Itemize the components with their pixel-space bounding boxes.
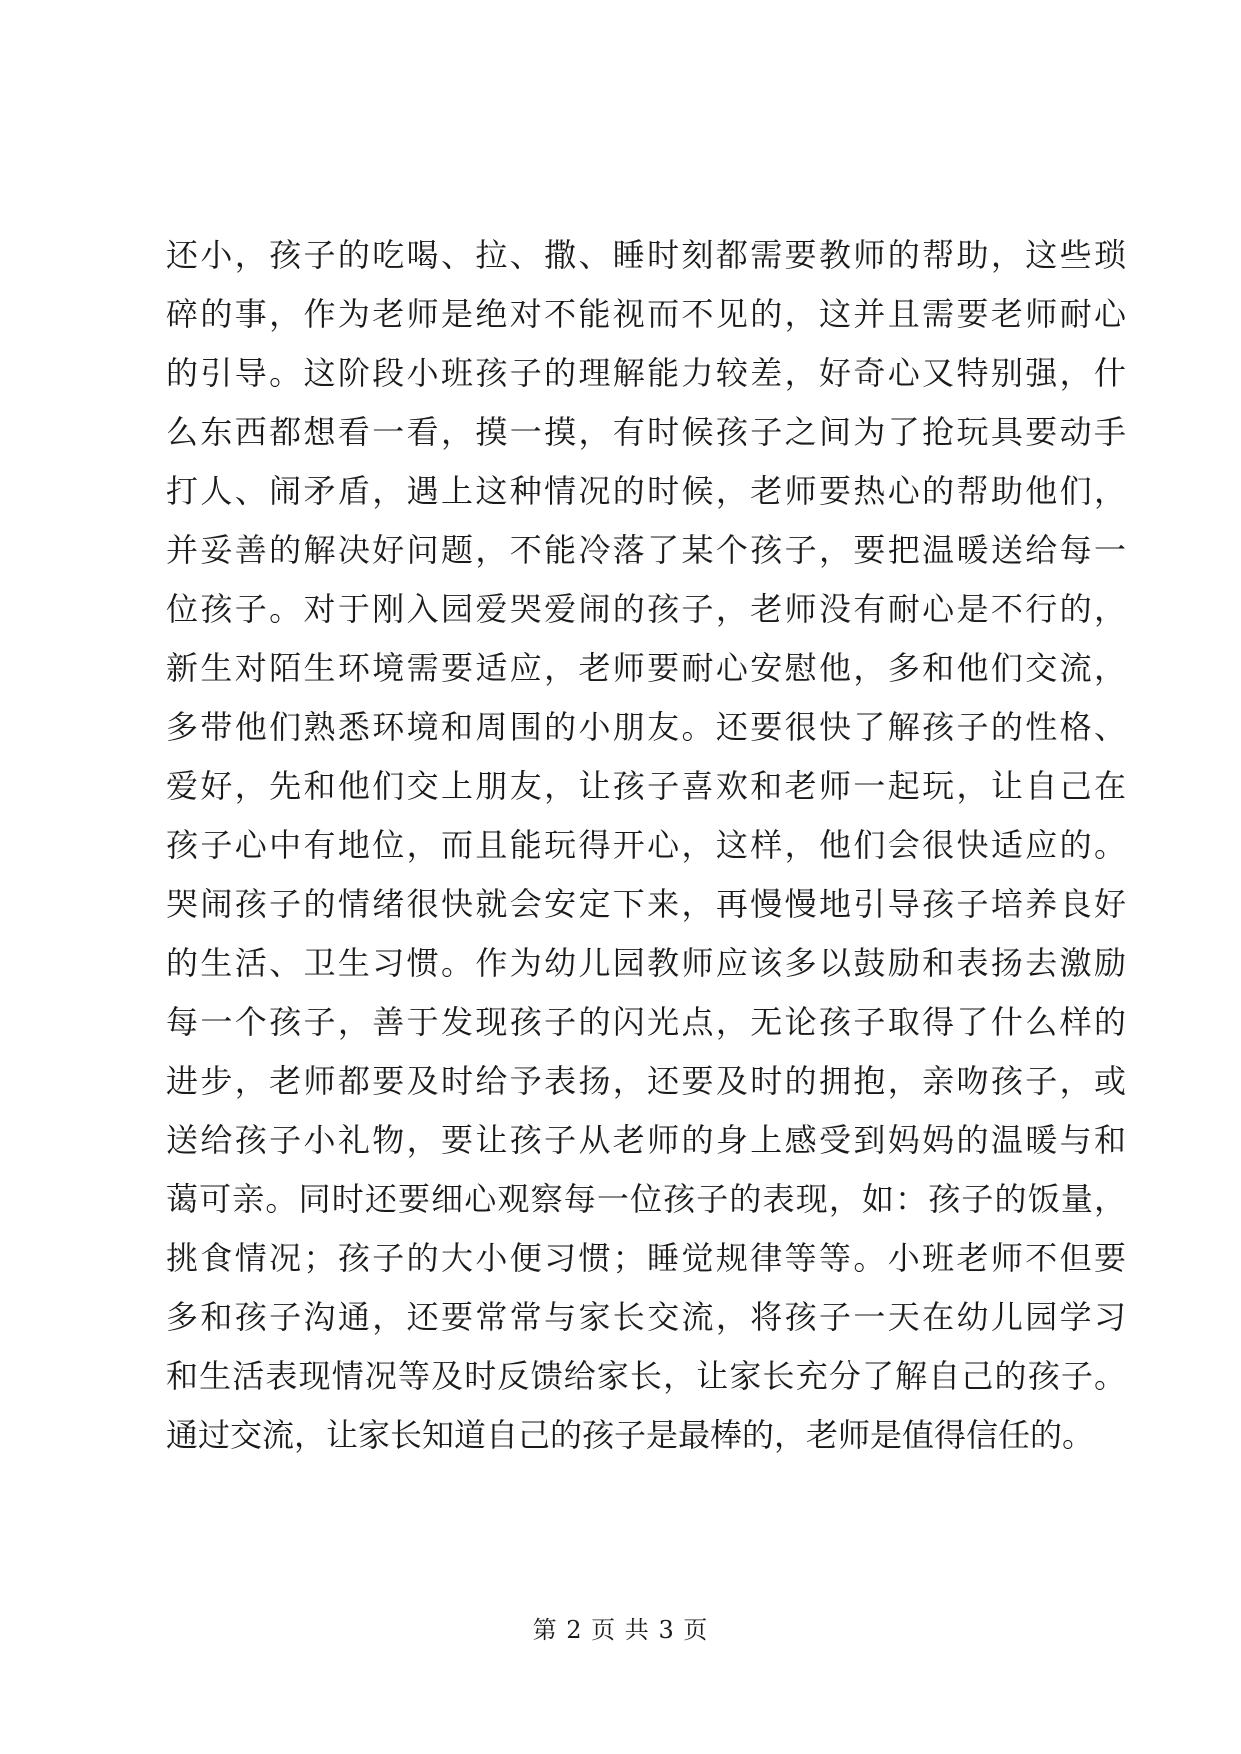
- text-line: 么东西都想看一看，摸一摸，有时候孩子之间为了抢玩具要动手: [166, 413, 1126, 451]
- text-line: 打人、闹矛盾，遇上这种情况的时候，老师要热心的帮助他们，: [166, 472, 1126, 510]
- text-line: 位孩子。对于刚入园爱哭爱闹的孩子，老师没有耐心是不行的，: [166, 590, 1126, 628]
- page-number-footer: 第 2 页 共 3 页: [532, 1616, 709, 1644]
- text-line: 挑食情况；孩子的大小便习惯；睡觉规律等等。小班老师不但要: [166, 1239, 1126, 1277]
- text-line: 的引导。这阶段小班孩子的理解能力较差，好奇心又特别强，什: [166, 354, 1126, 392]
- text-line: 送给孩子小礼物，要让孩子从老师的身上感受到妈妈的温暖与和: [166, 1121, 1126, 1159]
- text-line: 并妥善的解决好问题，不能冷落了某个孩子，要把温暖送给每一: [166, 531, 1126, 569]
- text-line: 进步，老师都要及时给予表扬，还要及时的拥抱，亲吻孩子，或: [166, 1062, 1126, 1100]
- text-line: 孩子心中有地位，而且能玩得开心，这样，他们会很快适应的。: [166, 826, 1126, 864]
- text-line: 每一个孩子，善于发现孩子的闪光点，无论孩子取得了什么样的: [166, 1003, 1126, 1041]
- text-line: 多带他们熟悉环境和周围的小朋友。还要很快了解孩子的性格、: [166, 708, 1126, 746]
- text-line: 碎的事，作为老师是绝对不能视而不见的，这并且需要老师耐心: [166, 295, 1126, 333]
- text-line: 新生对陌生环境需要适应，老师要耐心安慰他，多和他们交流，: [166, 649, 1126, 687]
- text-line: 多和孩子沟通，还要常常与家长交流，将孩子一天在幼儿园学习: [166, 1298, 1126, 1336]
- text-line: 和生活表现情况等及时反馈给家长，让家长充分了解自己的孩子。: [166, 1357, 1126, 1395]
- text-line: 蔼可亲。同时还要细心观察每一位孩子的表现，如：孩子的饭量，: [166, 1180, 1126, 1218]
- text-line: 通过交流，让家长知道自己的孩子是最棒的，老师是值得信任的。: [166, 1416, 1095, 1454]
- text-line: 哭闹孩子的情绪很快就会安定下来，再慢慢地引导孩子培养良好: [166, 885, 1126, 923]
- text-line: 的生活、卫生习惯。作为幼儿园教师应该多以鼓励和表扬去激励: [166, 944, 1126, 982]
- text-line: 爱好，先和他们交上朋友，让孩子喜欢和老师一起玩，让自己在: [166, 767, 1126, 805]
- body-text: [166, 226, 1126, 1465]
- text-line: 还小，孩子的吃喝、拉、撒、睡时刻都需要教师的帮助，这些琐: [166, 236, 1126, 274]
